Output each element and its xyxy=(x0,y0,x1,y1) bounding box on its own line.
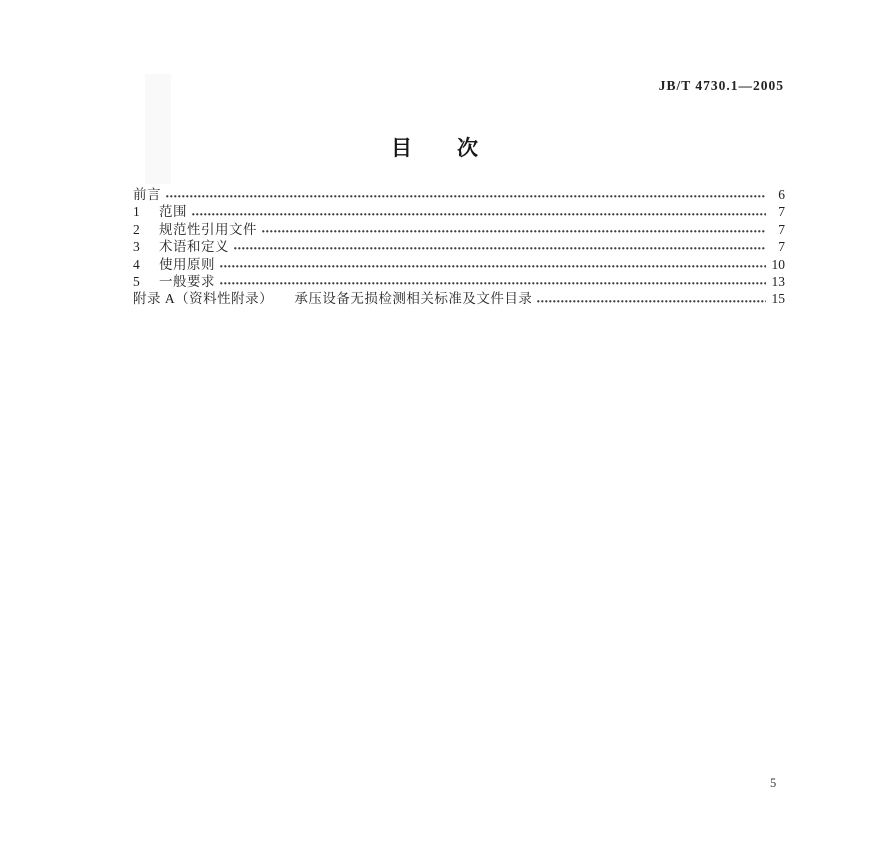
toc-entry-page: 7 xyxy=(778,221,785,237)
toc-entry-page: 13 xyxy=(771,273,785,289)
toc-entry-label: 前言 xyxy=(133,187,161,202)
toc-entry-page: 15 xyxy=(771,291,785,307)
toc-entry xyxy=(133,290,785,307)
toc-entry-number: 1 xyxy=(133,204,140,220)
standard-number: JB/T 4730.1—2005 xyxy=(658,78,784,93)
dot-leader xyxy=(192,213,766,216)
toc-entry xyxy=(133,186,785,203)
toc-entry-label: 范围 xyxy=(159,204,187,220)
toc-title: 目 次 xyxy=(391,136,479,160)
toc-entry-label: 一般要求 xyxy=(159,273,215,289)
page-number-footer: 5 xyxy=(770,776,777,790)
toc-entry-label: 使用原则 xyxy=(159,256,215,272)
toc-entry xyxy=(133,203,785,220)
toc-entry xyxy=(133,273,785,290)
toc-entry-number: 5 xyxy=(133,273,140,289)
toc-list xyxy=(133,186,785,308)
toc-entry xyxy=(133,221,785,238)
toc-entry-page: 7 xyxy=(778,204,785,220)
dot-leader xyxy=(234,247,766,250)
toc-entry-page: 10 xyxy=(771,256,785,272)
toc-entry-label: 附录 A（资料性附录） 承压设备无损检测相关标准及文件目录 xyxy=(133,291,533,307)
toc-entry-label: 术语和定义 xyxy=(159,239,229,255)
toc-entry xyxy=(133,256,785,273)
dot-leader xyxy=(537,300,766,303)
dot-leader xyxy=(220,282,766,285)
toc-entry-number: 4 xyxy=(133,256,140,272)
dot-leader xyxy=(220,265,766,268)
toc-entry-number: 3 xyxy=(133,239,140,255)
scan-artifact xyxy=(145,74,171,184)
toc-entry xyxy=(133,238,785,255)
toc-entry-page: 6 xyxy=(778,187,785,202)
toc-entry-number: 2 xyxy=(133,221,140,237)
dot-leader xyxy=(262,230,766,233)
toc-entry-label: 规范性引用文件 xyxy=(159,221,257,237)
toc-entry-page: 7 xyxy=(778,239,785,255)
dot-leader xyxy=(166,195,766,198)
